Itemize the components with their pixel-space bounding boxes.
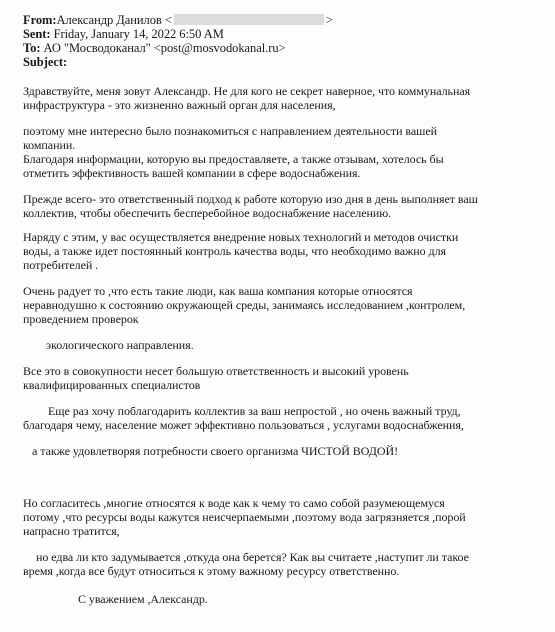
body-line: но едва ли кто задумывается ,откуда она берется? Как вы считаете ,наступит ли такое [36, 550, 469, 564]
subject-label: Subject: [23, 55, 68, 69]
body-line: Здравствуйте, меня зовут Александр. Не для кого не секрет наверное, что коммунальная [23, 84, 471, 98]
sent-line [23, 27, 224, 41]
from-label: From: [23, 13, 57, 27]
to-line [23, 41, 286, 55]
body-line: Благодаря информации, которую вы предоставляете, а также отзывам, хотелось бы [23, 152, 444, 166]
body-line: квалифицированных специалистов [23, 378, 201, 392]
body-line: время ,когда все будут относиться к этому важному ресурсу ответственно. [23, 564, 400, 578]
body-line: проведением проверок [23, 312, 139, 326]
body-line: а также удовлетворяя потребности своего организма ЧИСТОЙ ВОДОЙ! [32, 444, 399, 458]
body-line: неравнодушно к состоянию окружающей среды, занимаясь исследованием ,контролем, [23, 298, 466, 312]
redacted-email-address [174, 14, 324, 25]
body-line: Прежде всего- это ответственный подход к работе которую изо дня в день выполняет ваш [23, 192, 478, 206]
from-value: Александр Данилов < [56, 13, 172, 27]
body-line: Еще раз хочу поблагодарить коллектив за ваш непростой , но очень важный труд, [48, 404, 461, 418]
subject-line [23, 55, 67, 69]
body-line: потому ,что ресурсы воды кажутся неисчерпаемыми ,поэтому вода загрязняется ,порой [23, 510, 466, 524]
body-line: поэтому мне интересно было познакомиться с направлением деятельности вашей [23, 124, 438, 138]
body-line: экологического направления. [46, 338, 194, 352]
body-line: благодаря чему, население может эффективно пользоваться , услугами водоснабжения, [23, 418, 464, 432]
body-line: Очень радует то ,что есть такие люди, как ваша компания которые относятся [23, 284, 413, 298]
body-line: инфраструктура - это жизненно важный орган для населения, [23, 98, 336, 112]
sent-label: Sent: [23, 27, 51, 41]
to-label: To: [23, 41, 41, 55]
body-line: Все это в совокупности несет большую ответственность и высокий уровень [23, 364, 409, 378]
body-line: отметить эффективность вашей компании в сфере водоснабжения. [23, 166, 361, 180]
from-value-end: > [325, 13, 333, 27]
sent-value: Friday, January 14, 2022 6:50 AM [50, 27, 224, 41]
body-line: Наряду с этим, у вас осуществляется внедрение новых технологий и методов очистки [23, 230, 459, 244]
body-line: напрасно тратится, [23, 524, 120, 538]
from-line [23, 13, 333, 27]
body-line: потребителей . [23, 258, 99, 272]
body-line: воды, а также идет постоянный контроль качества воды, что необходимо важно для [23, 244, 446, 258]
body-line: коллектив, чтобы обеспечить бесперебойное водоснабжение населению. [23, 206, 392, 220]
body-line: Но согласитесь ,многие относятся к воде как к чему то само собой разумеющемуся [23, 496, 445, 510]
to-value: АО "Мосводоканал" <post@mosvodokanal.ru> [40, 41, 286, 55]
signature-line: С уважением ,Александр. [78, 592, 208, 606]
body-line: компании. [23, 138, 76, 152]
